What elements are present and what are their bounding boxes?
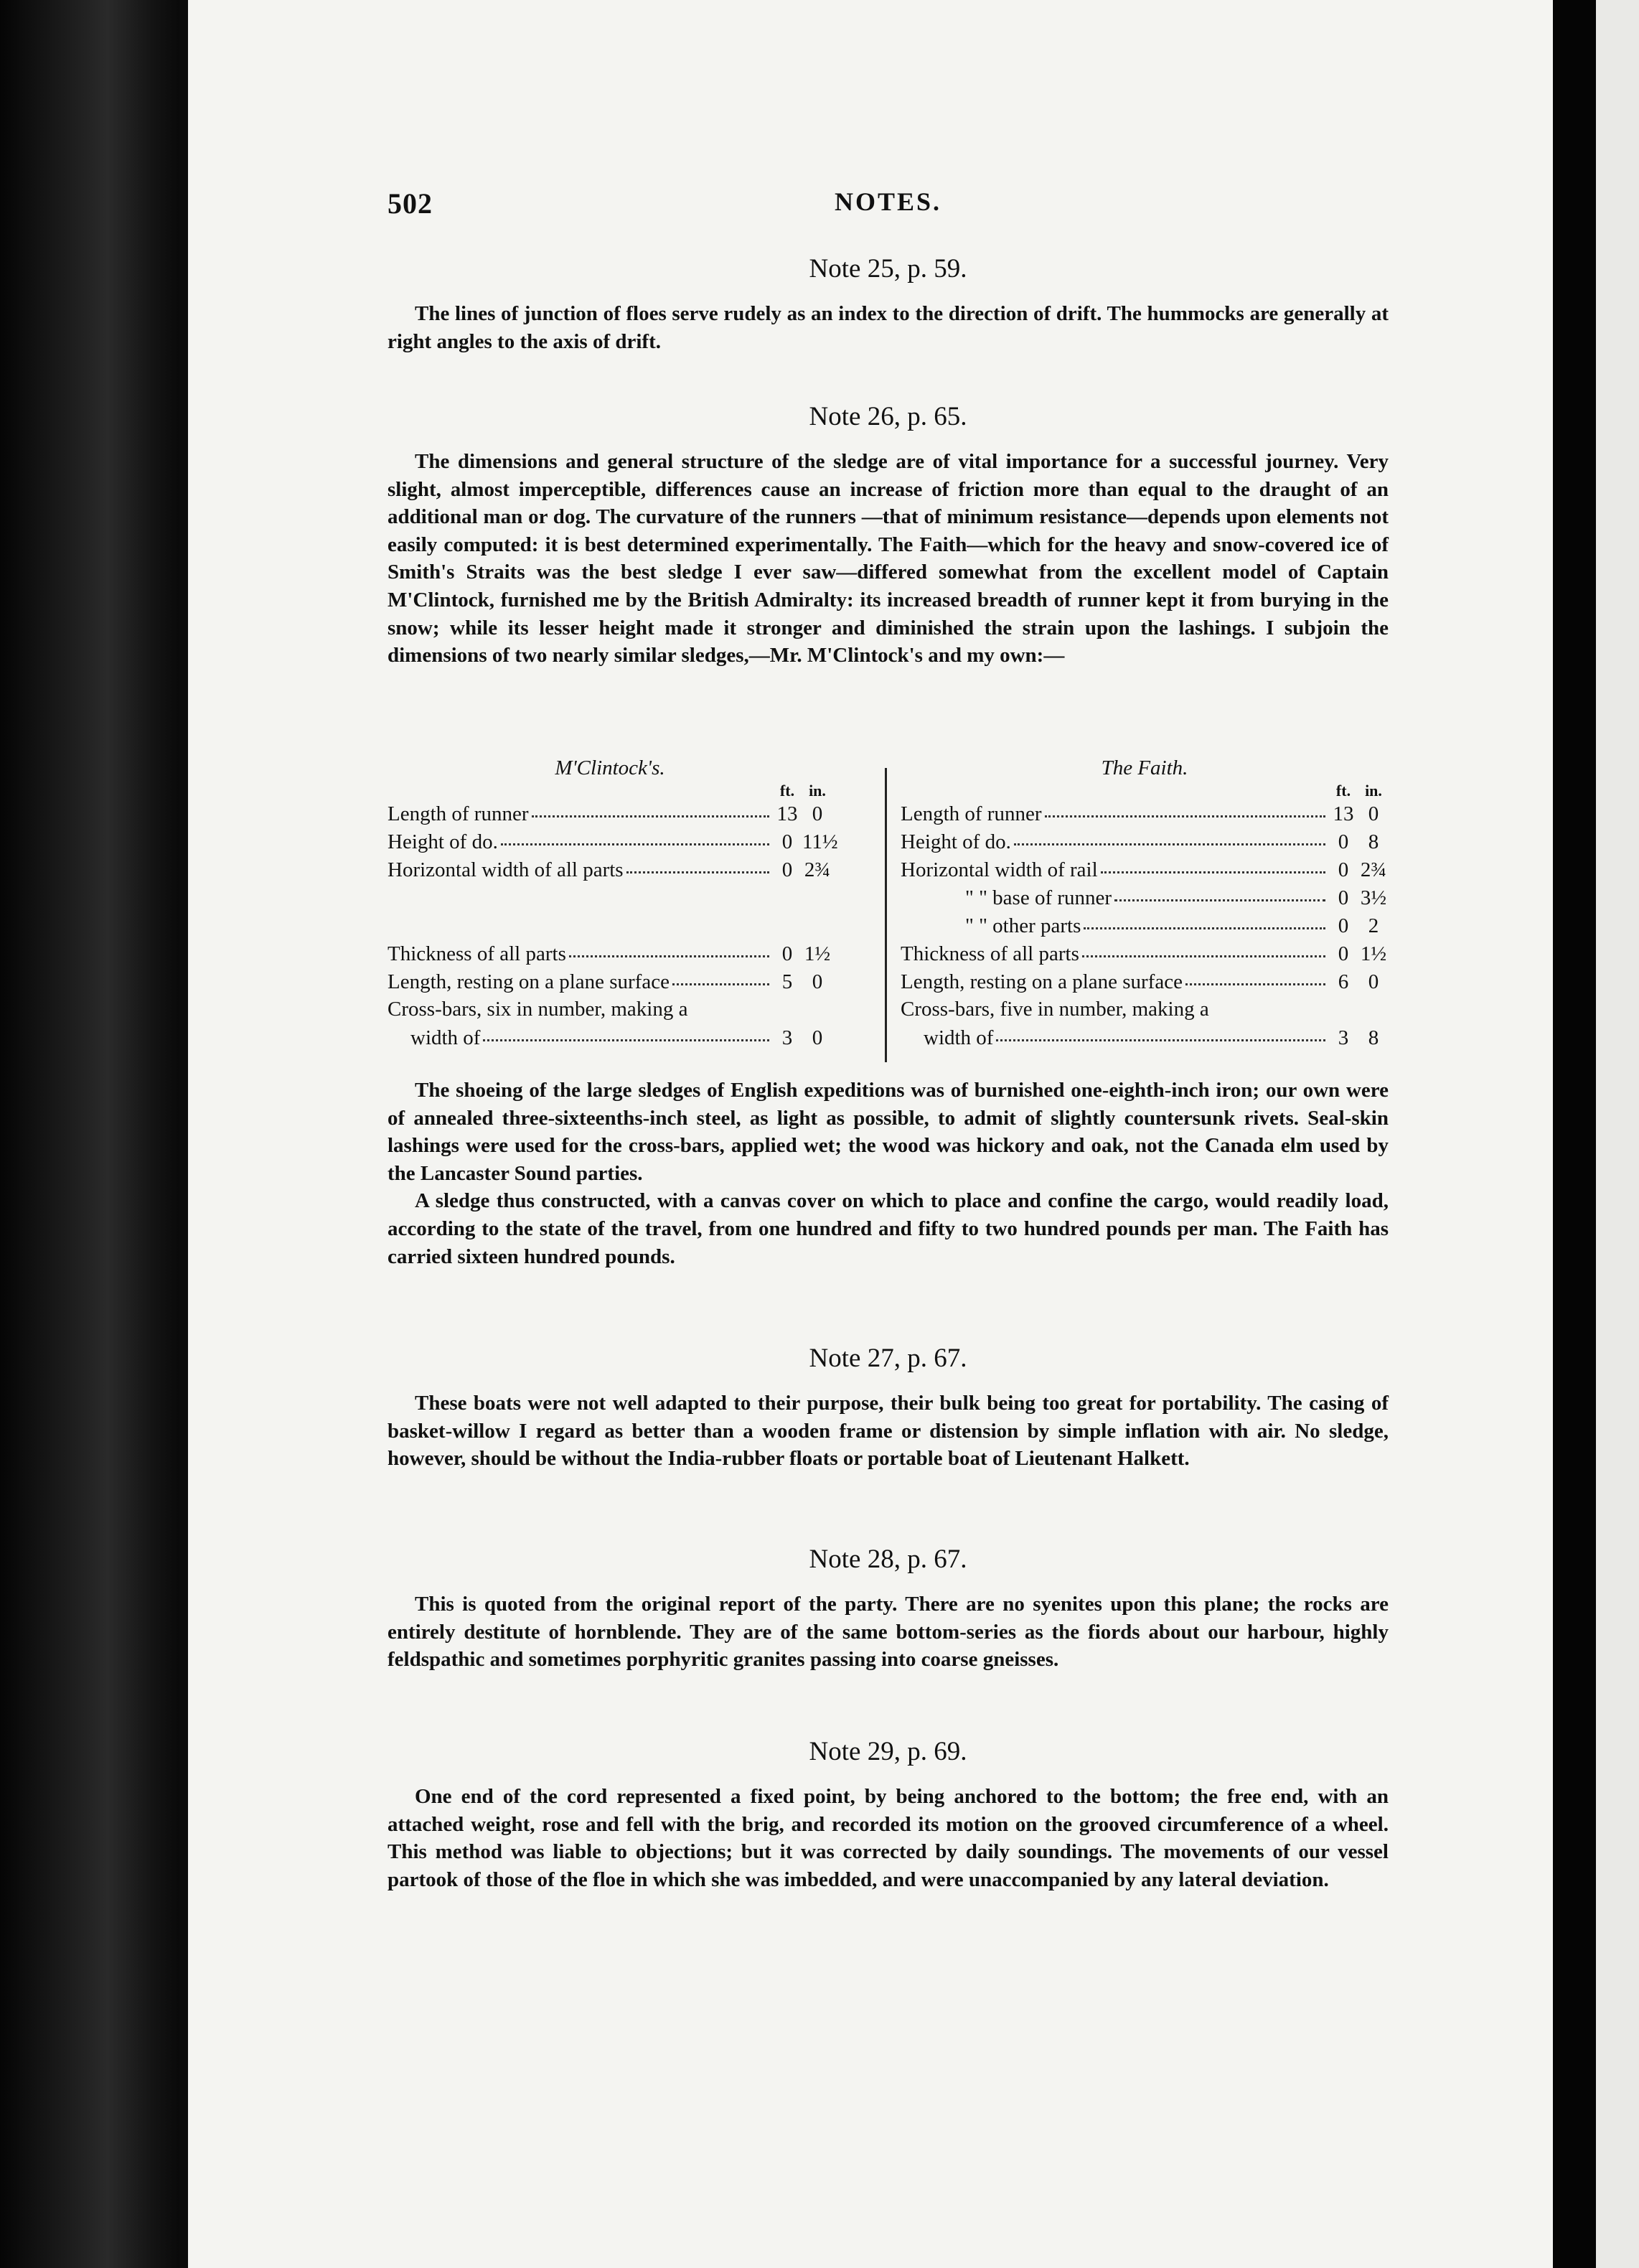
dimension-inches: 2¾ [1360,858,1387,881]
leader-dots [1014,825,1325,845]
dimension-label: " " base of runner [965,886,1112,909]
dimension-row [901,912,1389,939]
note-heading: Note 28, p. 67. [809,1545,967,1574]
dimension-inches: 0 [812,1026,823,1049]
dimension-label: Length, resting on a plane surface [901,970,1183,993]
dimension-label: Thickness of all parts [901,942,1079,965]
note-28 [388,1543,1389,1674]
unit-ft: ft. [779,782,795,800]
note-paragraph: The dimensions and general structure of the sledge are of vital importance for a successful journey. Very slight, almost imperceptible, differences cause an increase of friction more than equal to the draught of an additional man or dog. The curvature of the runners —that of minimum resistance—depends upon elements not easily computed: it is best determined experimentally. The Faith—which for the heavy and snow-covered ice of Smith's Straits was the best sledge I ever saw—differed somewhat from the excellent model of Captain M'Clintock, furnished me by the British Admiralty: its increased breadth of runner kept it from burying in the snow; while its lesser height made it stronger and diminished the strain upon the lashings. I subjoin the dimensions of two nearly similar sledges,—Mr. M'Clintock's and my own:— [388,450,1389,667]
dimension-inches: 2 [1368,914,1379,937]
page-number: 502 [388,187,433,220]
note-paragraph: The lines of junction of floes serve rudely as an index to the direction of drift. The hummocks are generally at right angles to the axis of drift. [388,302,1389,353]
dimension-row [388,912,832,939]
leader-dots [1101,853,1325,873]
dimension-label: Horizontal width of rail [901,858,1098,881]
dimension-feet: 0 [1338,942,1349,965]
dimension-label: Thickness of all parts [388,942,566,965]
dimension-inches: 0 [1368,970,1379,993]
dimension-row [388,995,832,1023]
dimension-row [388,1023,832,1051]
dimension-row [388,856,832,884]
dimension-feet: 0 [781,942,793,965]
note-27 [388,1342,1389,1473]
dimension-inches: 2¾ [804,858,831,881]
leader-dots [1084,909,1325,929]
column-title: The Faith. [1101,756,1188,779]
dimension-label: Length of runner [901,802,1042,825]
leader-dots [501,825,769,845]
dimension-inches: 0 [812,970,823,993]
dimension-label: Length of runner [388,802,529,825]
dimension-row [901,884,1389,912]
adjacent-page-edge [1596,0,1639,2268]
dimension-feet: 0 [781,830,793,853]
note-heading: Note 27, p. 67. [809,1344,967,1373]
dimension-row [901,995,1389,1023]
dimension-feet: 3 [781,1026,793,1049]
dimension-label: width of [924,1026,994,1049]
book-gutter-right [1553,0,1596,2268]
leader-dots [1082,937,1325,957]
dimension-feet: 0 [781,858,793,881]
note-29 [388,1735,1389,1893]
dimension-feet: 0 [1338,858,1349,881]
dimension-feet: 6 [1338,970,1349,993]
note-26 [388,400,1389,670]
leader-dots [672,965,769,985]
dimension-label: Height of do. [901,830,1011,853]
dimension-inches: 1½ [1360,942,1387,965]
dimension-label: Height of do. [388,830,498,853]
leader-dots [1212,994,1325,1013]
unit-in: in. [809,782,826,800]
running-head-title: NOTES. [834,187,942,216]
note-heading: Note 29, p. 69. [809,1737,967,1766]
leader-dots [1185,965,1325,985]
dimension-label: Cross-bars, six in number, making a [388,998,688,1021]
leader-dots [996,1021,1325,1041]
column-title: M'Clintock's. [555,756,665,779]
dimension-row [388,939,832,967]
dimension-feet: 0 [1338,886,1349,909]
dimension-row [901,939,1389,967]
dimension-inches: 8 [1368,830,1379,853]
note-paragraph: One end of the cord represented a fixed point, by being anchored to the bottom; the free end, with an attached weight, rose and fell with the brig, and recorded its motion on the grooved circumference of a wheel. This method was liable to objections; but it was corrected by daily soundings. The movements of our vessel partook of those of the floe in which she was imbedded, and were unaccompanied by any lateral deviation. [388,1785,1389,1891]
dimension-label: " " other parts [965,914,1081,937]
dimension-inches: 0 [1368,802,1379,825]
leader-dots [569,937,769,957]
dimension-feet: 5 [781,970,793,993]
dimension-row [388,967,832,995]
dimension-inches: 0 [812,802,823,825]
dimension-row [901,1023,1389,1051]
column-divider [885,768,887,1062]
dimension-label: Horizontal width of all parts [388,858,624,881]
note-heading: Note 26, p. 65. [809,402,967,431]
dimension-label: Cross-bars, five in number, making a [901,998,1209,1021]
dimension-feet: 3 [1338,1026,1349,1049]
dimension-inches: 1½ [804,942,831,965]
unit-ft: ft. [1335,782,1351,800]
note-25 [388,253,1389,355]
leader-dots [1045,797,1326,817]
leader-dots [532,797,770,817]
note-paragraph: This is quoted from the original report of the party. There are no syenites upon this plane; the rocks are entirely destitute of hornblende. They are of the same bottom-series as the fiords about our harbour, highly feldspathic and sometimes porphyritic granites passing into coarse gneisses. [388,1593,1389,1672]
dimension-row [388,828,838,856]
dimension-inches: 11½ [802,830,838,853]
dimension-row [388,800,832,828]
sledge-dimensions-table [388,754,1389,1062]
running-head [388,187,1389,222]
note-26-continued [388,1077,1389,1270]
leader-dots [1114,881,1325,901]
dimension-inches: 3½ [1360,886,1387,909]
mcclintock-column [388,754,838,1051]
leader-dots [483,1021,769,1041]
note-paragraph: The shoeing of the large sledges of English expeditions was of burnished one-eighth-inch iron; our own were of annealed three-sixteenths-inch steel, as light as possible, to admit of slightly countersunk rivets. Seal-skin lashings were used for the cross-bars, applied wet; the wood was hickory and oak, not the Canada elm used by the Lancaster Sound parties. [388,1079,1389,1185]
faith-column [901,754,1389,1051]
unit-in: in. [1365,782,1382,800]
dimension-row [901,800,1389,828]
note-paragraph: A sledge thus constructed, with a canvas cover on which to place and confine the cargo, would readily load, according to the state of the travel, from one hundred and fifty to two hundred pounds per man. The Faith has carried sixteen hundred pounds. [388,1189,1389,1268]
dimension-feet: 13 [1333,802,1354,825]
dimension-label: width of [410,1026,481,1049]
dimension-row [901,856,1389,884]
note-paragraph: These boats were not well adapted to their purpose, their bulk being too great for portability. The casing of basket-willow I regard as better than a wooden frame or distension by simple inflation with air. No sledge, however, should be without the India-rubber floats or portable boat of Lieutenant Halkett. [388,1392,1389,1471]
dimension-row [901,828,1389,856]
dimension-row [901,967,1389,995]
dimension-feet: 13 [776,802,798,825]
dimension-label: Length, resting on a plane surface [388,970,670,993]
note-heading: Note 25, p. 59. [809,254,967,284]
dimension-feet: 0 [1338,914,1349,937]
dimension-inches: 8 [1368,1026,1379,1049]
leader-dots [626,853,769,873]
dimension-feet: 0 [1338,830,1349,853]
leader-dots [690,994,769,1013]
dimension-row [388,884,832,912]
book-binding-left [0,0,179,2268]
